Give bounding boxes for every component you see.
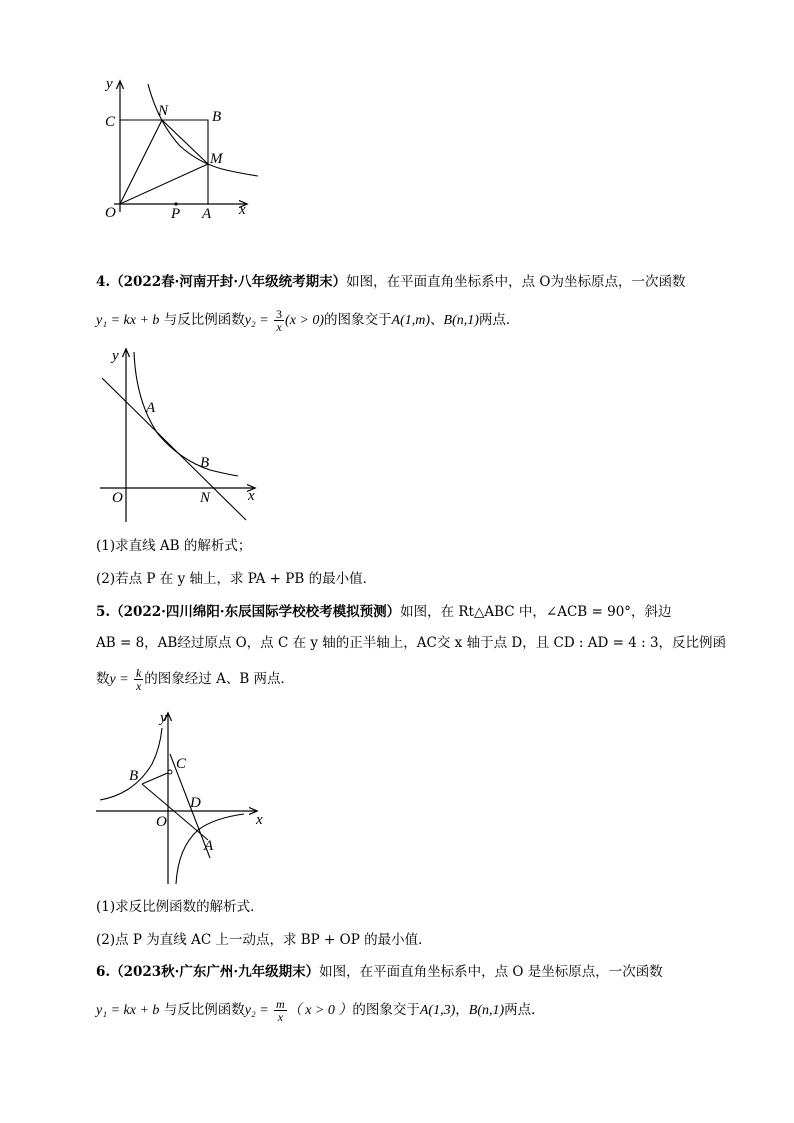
label-a: A	[202, 206, 212, 222]
q4-condition: (x > 0)	[285, 313, 325, 328]
label-c: C	[105, 114, 116, 130]
line-ab	[102, 378, 246, 520]
q4-line1: 4.（2022春·河南开封·八年级统考期末）如图，在平面直角坐标系中，点 O为坐标原点，一次函数	[96, 274, 686, 290]
label-y: y	[160, 710, 167, 726]
q6-source: （2023秋·广东广州·九年级期末）	[110, 964, 320, 980]
label-o: O	[156, 814, 167, 830]
right-angle-marker	[168, 770, 172, 774]
label-x: x	[256, 812, 263, 828]
label-x: x	[239, 202, 246, 218]
q4-y2: y₂ =	[244, 313, 269, 328]
q6-fraction: $\frac{m}{x}$	[276, 997, 285, 1024]
q5-line1: 5.（2022·四川绵阳·东辰国际学校校考模拟预测）如图，在 Rt△ABC 中，∠ACB = 90°，斜边	[96, 604, 672, 620]
q5-l3b: 的图象经过 A、B 两点．	[144, 671, 295, 687]
q4-tail1: 的图象交于	[324, 312, 392, 328]
q5-l3a: 数	[96, 671, 110, 687]
label-b: B	[129, 768, 139, 784]
q5-line2: AB = 8，AB经过原点 O，点 C 在 y 轴的正半轴上，AC交 x 轴于点 D，且 CD : AD = 4 : 3，反比例函	[96, 635, 727, 651]
q4-number: 4	[96, 274, 106, 290]
label-y: y	[112, 348, 119, 364]
q5-sub2: (2)点 P 为直线 AC 上一动点，求 BP + OP 的最小值．	[96, 932, 432, 948]
q5-sub1: (1)求反比例函数的解析式．	[96, 899, 264, 915]
label-m: M	[210, 151, 223, 167]
q4-fraction: $\frac{3}{x}$	[276, 307, 283, 334]
square-outline	[120, 120, 208, 204]
q4-sep: 、	[430, 312, 444, 328]
label-b: B	[200, 455, 210, 471]
q5-fraction: $\frac{k}{x}$	[135, 666, 142, 693]
segment-bc	[142, 772, 170, 784]
q4-line2	[96, 308, 519, 333]
label-y: y	[106, 76, 113, 92]
q6-tail1: 的图象交于	[352, 1002, 420, 1018]
q5-number: 5	[96, 604, 106, 620]
q4-sub2: (2)若点 P 在 y 轴上，求 PA + PB 的最小值．	[96, 571, 377, 587]
hyperbola-curve	[148, 84, 258, 176]
q4-mid: 与反比例函数	[163, 312, 245, 328]
q6-point-a: A(1,3)	[419, 1003, 456, 1018]
q6-line2	[96, 998, 545, 1023]
label-p: P	[171, 206, 181, 222]
q6-line1: 6.（2023秋·广东广州·九年级期末）如图，在平面直角坐标系中，点 O 是坐标原点，一次函数	[96, 964, 663, 980]
q6-point-b: B(n,1)	[468, 1003, 505, 1018]
q6-mid: 与反比例函数	[163, 1002, 245, 1018]
q5-y: y =	[109, 672, 129, 687]
segment-nm	[162, 120, 208, 164]
q6-stem: 如图，在平面直角坐标系中，点 O 是坐标原点，一次函数	[319, 964, 663, 980]
label-d: D	[190, 795, 201, 811]
q5-stem: 如图，在 Rt△ABC 中，∠ACB = 90°，斜边	[400, 604, 672, 620]
q4-sub1: (1)求直线 AB 的解析式；	[96, 538, 252, 554]
q6-tail2: 两点．	[504, 1002, 545, 1018]
label-a: A	[204, 838, 214, 854]
label-b: B	[212, 109, 222, 125]
q4-source: （2022春·河南开封·八年级统考期末）	[110, 274, 347, 290]
q4-point-b: B(n,1)	[443, 313, 479, 328]
q4-point-a: A(1,m)	[391, 313, 431, 328]
figure-square-hyperbola	[96, 66, 266, 226]
label-n: N	[200, 490, 211, 506]
q6-sep: ，	[455, 1002, 469, 1018]
q4-stem: 如图，在平面直角坐标系中，点 O为坐标原点，一次函数	[346, 274, 686, 290]
label-n: N	[158, 103, 169, 119]
q6-y1: y₁ = kx + b	[96, 1003, 160, 1018]
q6-condition: （ x > 0 ）	[287, 1003, 353, 1018]
segment-ab	[142, 784, 208, 840]
q4-y1: y₁ = kx + b	[96, 313, 160, 328]
segment-on	[120, 120, 162, 204]
label-o: O	[105, 205, 116, 221]
label-c: C	[176, 756, 187, 772]
label-a: A	[146, 400, 156, 416]
q5-source: （2022·四川绵阳·东辰国际学校校考模拟预测）	[110, 604, 401, 620]
q4-tail2: 两点．	[478, 312, 520, 328]
label-o: O	[112, 490, 123, 506]
figure-q5	[96, 708, 272, 888]
q6-y2: y₂ =	[244, 1003, 269, 1018]
q6-number: 6	[96, 964, 106, 980]
label-x: x	[248, 488, 255, 504]
hyperbola-branch-left	[100, 728, 162, 800]
segment-om	[120, 164, 208, 204]
q5-line3	[96, 667, 294, 692]
figure-q4	[96, 342, 266, 527]
